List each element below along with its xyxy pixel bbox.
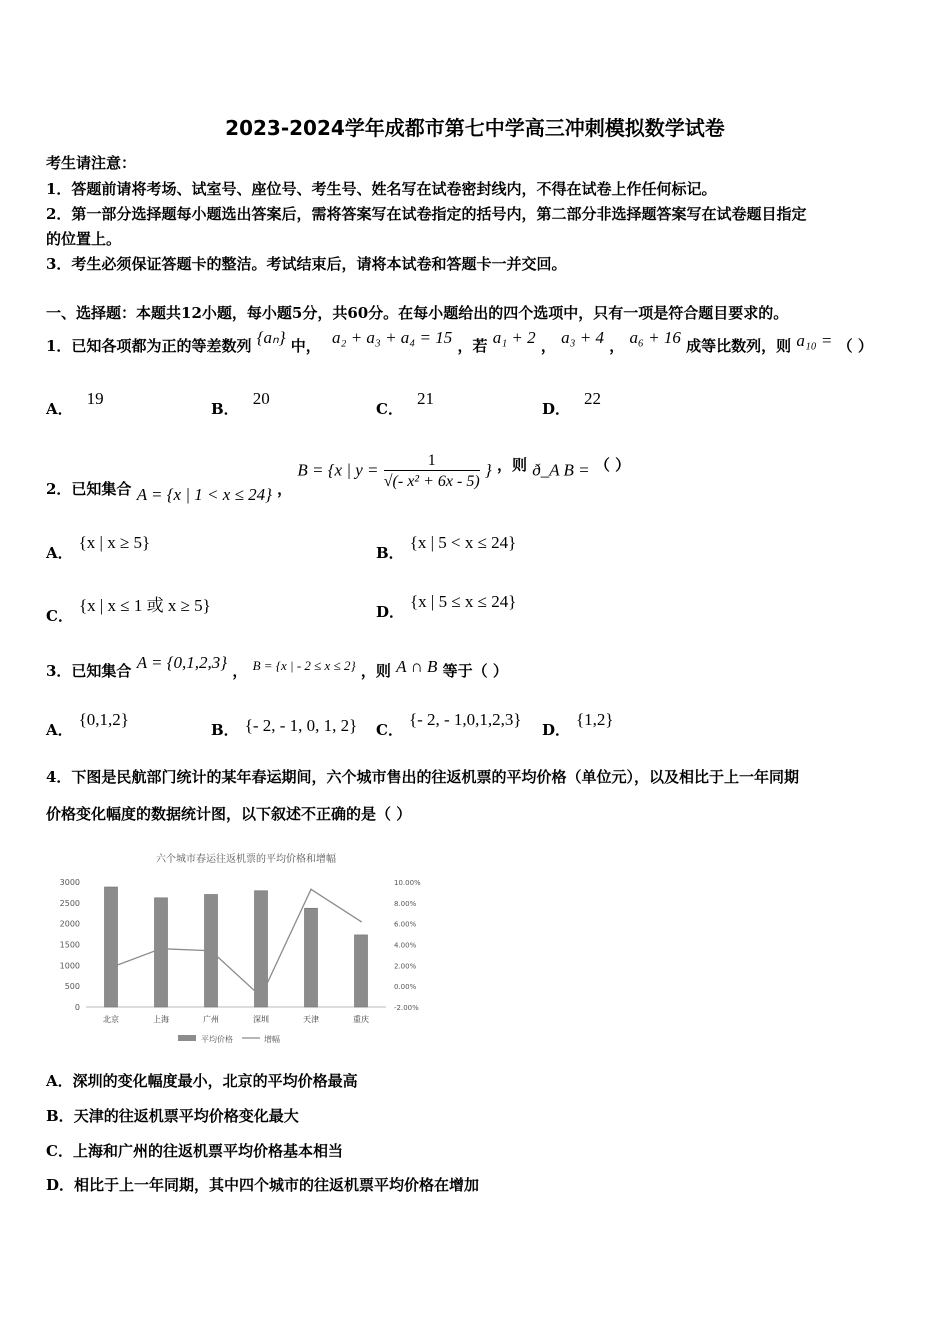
right-axis-ticks xyxy=(394,879,421,1012)
q3-set-b: B = {x | - 2 ≤ x ≤ 2} xyxy=(252,658,356,673)
left-axis-ticks xyxy=(60,878,80,1012)
q3-option-d[interactable] xyxy=(542,710,614,740)
q2-ask: ð_A B = xyxy=(532,460,590,480)
option-value: {1,2} xyxy=(576,710,614,729)
option-value: {x | x ≥ 5} xyxy=(78,533,151,552)
q2-set-a: A = {x | 1 < x ≤ 24} xyxy=(136,484,272,504)
legend-line-label: 增幅 xyxy=(264,1035,280,1044)
q1-text-mid3: 成等比数列，则 xyxy=(686,337,792,355)
q2-option-b[interactable] xyxy=(376,533,517,563)
q4-option-d[interactable] xyxy=(46,1174,479,1195)
left-tick-label: 500 xyxy=(64,982,80,992)
option-value: 19 xyxy=(86,389,104,408)
question-2 xyxy=(46,452,631,504)
option-value: 20 xyxy=(252,389,270,408)
q4-text-line-1: 4．下图是民航部门统计的某年春运期间，六个城市售出的往返机票的平均价格（单位元），以及相比于上一年同期 xyxy=(46,768,799,786)
q1-term-1: a₁ + 2 xyxy=(492,328,536,347)
q1-sep-1: ， xyxy=(540,337,556,355)
option-text: 上海和广州的往返机票平均价格基本相当 xyxy=(72,1142,343,1160)
option-label: A． xyxy=(46,544,73,562)
q3-ask: A ∩ B xyxy=(396,657,438,676)
q2-prefix: 2．已知集合 xyxy=(46,479,132,498)
category-label: 天津 xyxy=(303,1015,319,1024)
left-tick-label: 1500 xyxy=(59,940,80,950)
option-value: {0,1,2} xyxy=(78,710,129,729)
notice-item-1: 1．答题前请将考场、试室号、座位号、考生号、姓名写在试卷密封线内，不得在试卷上作任何标记。 xyxy=(46,180,717,198)
category-label: 北京 xyxy=(103,1015,119,1024)
chart-title: 六个城市春运往返机票的平均价格和增幅 xyxy=(156,854,336,865)
question-1 xyxy=(46,328,873,356)
q4-option-c[interactable] xyxy=(46,1140,343,1161)
q2-then: ，则 xyxy=(496,455,527,474)
price-change-chart xyxy=(46,842,446,1052)
q2-fraction xyxy=(384,452,480,491)
q2-paren: （ ） xyxy=(594,455,631,474)
notice-heading: 考生请注意： xyxy=(46,154,137,172)
right-tick-label: 6.00% xyxy=(394,920,417,929)
notice-item-3: 3．考生必须保证答题卡的整洁。考试结束后，请将本试卷和答题卡一并交回。 xyxy=(46,255,567,273)
q1-sep-2: ， xyxy=(609,337,625,355)
option-value: 21 xyxy=(416,389,434,408)
option-label: A． xyxy=(46,1072,73,1090)
page-title: 2023-2024学年成都市第七中学高三冲刺模拟数学试卷 xyxy=(225,116,725,140)
bar-天津 xyxy=(305,908,318,1007)
option-label: A． xyxy=(46,400,73,418)
q2-set-b-tail: } xyxy=(484,460,492,480)
growth-point xyxy=(260,996,262,998)
q2-set-b-head: B = {x | y = xyxy=(297,460,379,480)
q3-then: ，则 xyxy=(360,662,391,680)
bar-北京 xyxy=(105,887,118,1007)
option-value: {x | x ≤ 1 或 x ≥ 5} xyxy=(78,596,211,615)
q1-prefix: 1．已知各项都为正的等差数列 xyxy=(46,337,252,355)
q2-option-d[interactable] xyxy=(376,592,517,622)
q1-ask: a₁₀ = xyxy=(796,331,833,350)
question-3 xyxy=(46,653,508,681)
chart-legend xyxy=(178,1034,280,1044)
option-value: {x | 5 < x ≤ 24} xyxy=(409,533,517,552)
q1-text-mid2: ，若 xyxy=(457,337,488,355)
q3-option-a[interactable] xyxy=(46,710,129,740)
q3-tail: 等于（ ） xyxy=(442,662,508,680)
option-text: 天津的往返机票平均价格变化最大 xyxy=(73,1107,299,1125)
q3-comma: ， xyxy=(232,662,248,680)
option-text: 深圳的变化幅度最小，北京的平均价格最高 xyxy=(72,1072,358,1090)
right-tick-label: 10.00% xyxy=(394,879,421,887)
option-label: D． xyxy=(46,1176,75,1194)
option-label: C． xyxy=(376,400,403,418)
q4-option-b[interactable] xyxy=(46,1105,299,1126)
q4-text-line-2: 价格变化幅度的数据统计图，以下叙述不正确的是（ ） xyxy=(46,805,412,823)
q1-condition: a₂ + a₃ + a₄ = 15 xyxy=(332,328,453,347)
option-label: A． xyxy=(46,721,73,739)
notice-item-2: 2．第一部分选择题每小题选出答案后，需将答案写在试卷指定的括号内，第二部分非选择题答案写在试卷题目指定 xyxy=(46,205,807,223)
q1-term-3: a₆ + 16 xyxy=(629,328,681,347)
q2-option-c[interactable] xyxy=(46,596,211,626)
q4-option-a[interactable] xyxy=(46,1070,358,1091)
option-label: C． xyxy=(376,721,403,739)
bar-上海 xyxy=(155,898,168,1007)
right-tick-label: 8.00% xyxy=(394,899,417,908)
category-label: 上海 xyxy=(153,1015,169,1024)
line-series xyxy=(110,888,362,997)
q2-option-a[interactable] xyxy=(46,533,151,563)
option-value: {- 2, - 1,0,1,2,3} xyxy=(408,710,522,729)
q3-prefix: 3．已知集合 xyxy=(46,662,132,680)
option-label: C． xyxy=(46,607,73,625)
category-label: 广州 xyxy=(203,1015,219,1024)
bar-series xyxy=(105,887,368,1007)
q1-option-d[interactable] xyxy=(542,389,602,419)
option-value: {x | 5 ≤ x ≤ 24} xyxy=(410,592,517,611)
category-labels xyxy=(103,1014,369,1024)
right-tick-label: -2.00% xyxy=(394,1004,419,1012)
q3-option-c[interactable] xyxy=(376,710,522,740)
q2-fraction-denominator: √(- x² + 6x - 5) xyxy=(383,473,480,490)
growth-line xyxy=(111,889,361,996)
notice-item-2-cont: 的位置上。 xyxy=(46,230,122,248)
q2-comma: ， xyxy=(277,479,293,498)
category-label: 深圳 xyxy=(253,1015,269,1024)
left-tick-label: 3000 xyxy=(59,878,80,887)
growth-point xyxy=(360,921,362,923)
growth-point xyxy=(160,948,162,950)
left-tick-label: 0 xyxy=(74,1003,80,1012)
growth-point xyxy=(310,888,312,890)
left-tick-label: 2000 xyxy=(59,919,80,929)
q3-option-b[interactable] xyxy=(211,716,358,740)
legend-bar-label: 平均价格 xyxy=(201,1035,233,1044)
q1-option-c[interactable] xyxy=(376,389,434,419)
right-tick-label: 4.00% xyxy=(394,941,417,950)
option-label: B． xyxy=(211,400,239,418)
q1-sequence: {aₙ} xyxy=(256,328,286,347)
growth-point xyxy=(210,950,212,952)
q1-text-mid1: 中， xyxy=(290,337,321,355)
option-label: D． xyxy=(542,400,571,418)
q1-option-a[interactable] xyxy=(46,389,104,419)
section-heading: 一、选择题：本题共12小题，每小题5分，共60分。在每小题给出的四个选项中，只有一项是符合题目要求的。 xyxy=(46,304,789,322)
q3-set-a: A = {0,1,2,3} xyxy=(136,653,228,672)
bar-重庆 xyxy=(355,935,368,1007)
option-label: B． xyxy=(376,544,404,562)
option-label: D． xyxy=(376,603,405,621)
q2-fraction-numerator: 1 xyxy=(384,452,480,471)
bar-深圳 xyxy=(255,891,268,1007)
growth-point xyxy=(110,967,112,969)
left-tick-label: 1000 xyxy=(59,961,80,971)
left-tick-label: 2500 xyxy=(59,898,80,908)
right-tick-label: 2.00% xyxy=(394,962,417,971)
option-value: {- 2, - 1, 0, 1, 2} xyxy=(244,716,358,735)
option-label: D． xyxy=(542,721,571,739)
option-text: 相比于上一年同期，其中四个城市的往返机票平均价格在增加 xyxy=(74,1176,480,1194)
option-label: B． xyxy=(46,1107,74,1125)
option-value: 22 xyxy=(584,389,602,408)
right-tick-label: 0.00% xyxy=(394,983,417,992)
q1-option-b[interactable] xyxy=(211,389,270,419)
category-label: 重庆 xyxy=(353,1015,369,1024)
legend-bar-swatch xyxy=(178,1035,196,1041)
q1-term-2: a₃ + 4 xyxy=(561,328,604,347)
q1-paren: （ ） xyxy=(837,337,873,355)
option-label: C． xyxy=(46,1142,73,1160)
option-label: B． xyxy=(211,721,239,739)
